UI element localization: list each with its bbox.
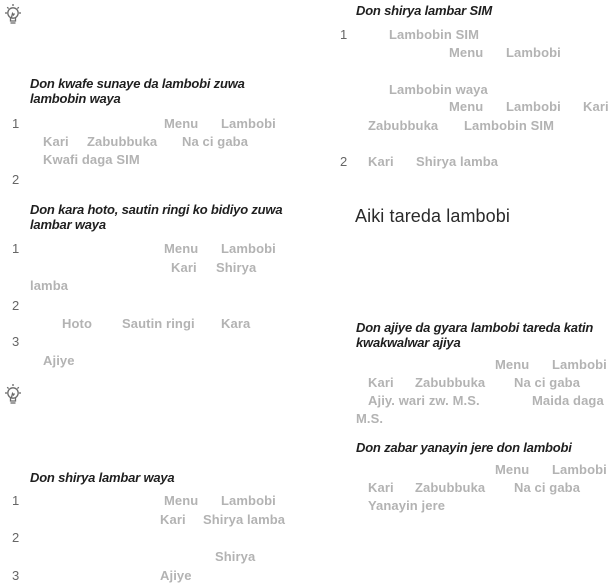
ui-term: Ajiye	[43, 353, 75, 368]
ui-term: Maida daga	[532, 393, 604, 408]
tip-lightbulb-icon	[2, 382, 24, 406]
ui-term: Menu	[164, 241, 199, 256]
ui-term: Lambobin SIM	[389, 27, 480, 42]
ui-term: Lambobi	[221, 116, 276, 131]
step-number: 2	[12, 172, 20, 187]
ui-term: M.S.	[356, 411, 384, 426]
ui-term: Kari	[368, 480, 394, 495]
ui-term: Lambobin waya	[389, 82, 488, 97]
ui-term: Lambobi	[506, 99, 561, 114]
ui-term: Na ci gaba	[514, 375, 581, 390]
step-number: 3	[12, 334, 20, 349]
ui-term: Ajiy. wari zw. M.S.	[368, 393, 480, 408]
ui-term: Shirya lamba	[203, 512, 286, 527]
ui-term: Kari	[583, 99, 609, 114]
ui-term: Shirya lamba	[416, 154, 499, 169]
step-number: 1	[340, 27, 348, 42]
ui-term: Lambobi	[506, 45, 561, 60]
step-number: 1	[12, 241, 20, 256]
tip-lightbulb-icon	[2, 2, 24, 26]
ui-term: Kara	[221, 316, 251, 331]
ui-term: Menu	[449, 45, 484, 60]
ui-term: Na ci gaba	[514, 480, 581, 495]
ui-term: Shirya	[216, 260, 257, 275]
ui-term: Zabubbuka	[415, 375, 486, 390]
ui-term: Menu	[164, 116, 199, 131]
ui-term: Lambobi	[552, 462, 607, 477]
ui-term: Zabubbuka	[368, 118, 439, 133]
ui-term: Zabubbuka	[415, 480, 486, 495]
ui-term: Yanayin jere	[368, 498, 446, 513]
ui-term: Hoto	[62, 316, 92, 331]
ui-term: Menu	[495, 462, 530, 477]
section-heading: Don kara hoto, sautin ringi ko bidiyo zuwa lambar waya	[30, 202, 283, 232]
ui-term: Shirya	[215, 549, 256, 564]
ui-term: Lambobi	[552, 357, 607, 372]
ui-term: Lambobi	[221, 493, 276, 508]
ui-term: Ajiye	[160, 568, 192, 583]
ui-term: Kari	[368, 375, 394, 390]
ui-term: Na ci gaba	[182, 134, 249, 149]
step-number: 2	[12, 298, 20, 313]
section-heading: Don kwafe sunaye da lambobi zuwa lambobin waya	[30, 76, 245, 106]
section-heading: Don shirya lambar SIM	[356, 3, 492, 18]
ui-term: Lambobi	[221, 241, 276, 256]
section-heading: Don ajiye da gyara lambobi tareda katin kwakwalwar ajiya	[356, 320, 594, 350]
ui-term: Zabubbuka	[87, 134, 158, 149]
ui-term: Kari	[43, 134, 69, 149]
ui-term: Kwafi daga SIM	[43, 152, 140, 167]
ui-term: Sautin ringi	[122, 316, 195, 331]
ui-term: Menu	[164, 493, 199, 508]
section-heading: Don zabar yanayin jere don lambobi	[356, 440, 572, 455]
step-number: 2	[12, 530, 20, 545]
step-number: 3	[12, 568, 20, 583]
ui-term: Menu	[449, 99, 484, 114]
section-heading: Don shirya lambar waya	[30, 470, 175, 485]
step-number: 1	[12, 116, 20, 131]
step-number: 1	[12, 493, 20, 508]
step-number: 2	[340, 154, 348, 169]
ui-term: Kari	[160, 512, 186, 527]
ui-term: Lambobin SIM	[464, 118, 555, 133]
ui-term: lamba	[30, 278, 69, 293]
ui-term: Menu	[495, 357, 530, 372]
ui-term: Kari	[171, 260, 197, 275]
page-title: Aiki tareda lambobi	[355, 206, 510, 226]
ui-term: Kari	[368, 154, 394, 169]
